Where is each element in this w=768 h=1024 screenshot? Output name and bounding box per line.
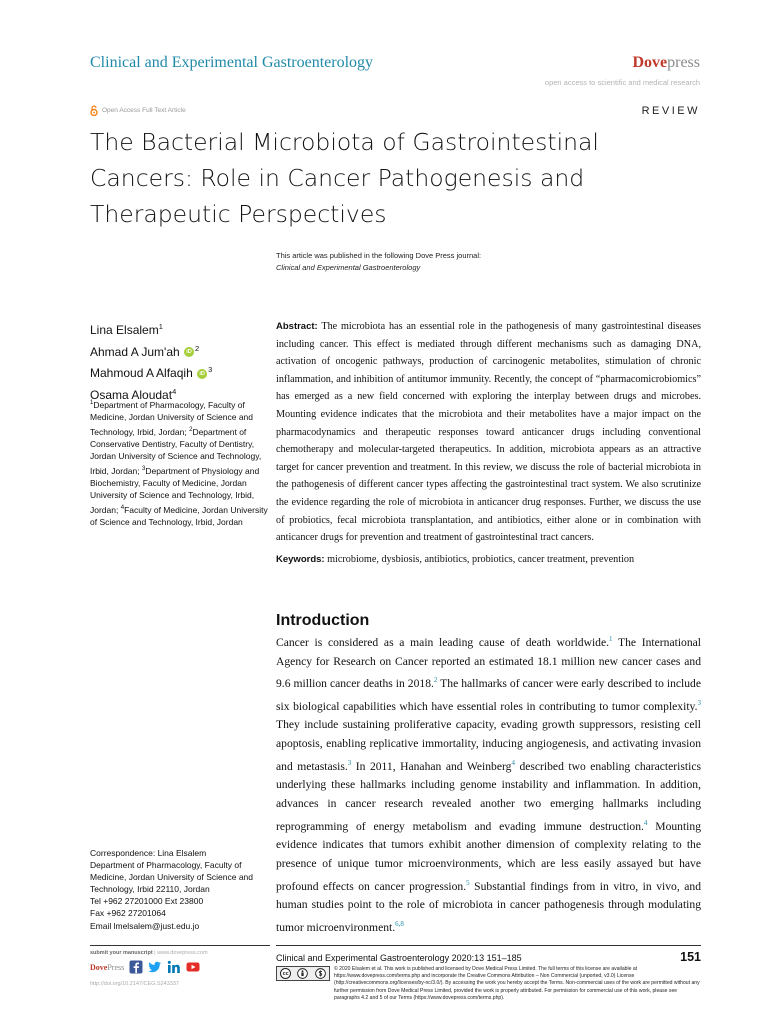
correspondence-fax: Fax +962 27201064 (90, 908, 166, 919)
pub-note-text: This article was published in the following Dove Press journal: (276, 251, 482, 260)
keywords (276, 554, 701, 565)
author-item[interactable]: Osama Aloudat$^4$ (90, 386, 177, 402)
correspondence (90, 847, 270, 932)
reference-link[interactable]: 1 (609, 635, 613, 643)
keywords-label: Keywords: (276, 554, 325, 565)
publication-note (276, 250, 481, 273)
footer-left (90, 950, 270, 987)
footer-dovepress-logo[interactable]: DovePress (90, 962, 125, 972)
license-text: © 2020 Elsalem et al. This work is published and licensed by Dove Medical Press Limited. The full terms of this license are available at https://www.dovepress.com/terms.php and incorporate the Creative Commons Attribution – Non Commercial (unported, v3.0) License (http://creativecommons.org/licenses/by-nc/3.0/). By accessing the work you hereby accept the Terms. Non-commercial uses of the work are permitted without any further permission from Dove Medical Press Limited, provided the work is properly attributed. For permission for commercial use of this work, please see paragraphs 4.2 and 5 of our Terms (https://www.dovepress.com/terms.php). (334, 966, 700, 1001)
reference-link[interactable]: 6,8 (395, 920, 404, 928)
facebook-icon[interactable] (129, 960, 143, 974)
citation: Clinical and Experimental Gastroenterology 2020:13 151–185 (276, 953, 522, 963)
reference-link[interactable]: 3 (697, 698, 701, 707)
footer-divider (90, 945, 270, 946)
introduction-body: Cancer is considered as a main leading cause of death worldwide.$^1$ The International Agency for Research on Cancer reported an estimated 18.1 million new cancer cases and 9.6 million cancer deaths in 2018.$^2$ The hallmarks of cancer were early described to include six biological capabilities which have essential roles in contributing to tumor complexity.$^3$ They include sustaining proliferative capacity, evading growth suppressors, resisting cell apoptosis, enabling replicative immortality, inducing angiogenesis, and activating invasion and metastasis.$^3$ In 2011, Hanahan and Weinberg$^4$ described two enabling characteristics underlying these hallmarks including genome instability and inflammation. In addition, advances in cancer research revealed another two emerging hallmarks including reprogramming of energy metabolism and evading immune destruction.$^4$ Mounting evidence indicates that tumors exhibit another dimension of complexity relating to the presence of unique tumor microenvironments, which are less easily assayed but have profound effects on cancer progression.$^5$ Substantial findings from in vitro, in vivo, and human studies point to the role of microbiota in cancer pathogenesis through modulating tumor microenvironment.$^{6,8}$ (276, 635, 702, 934)
keywords-text: microbiome, dysbiosis, antibiotics, probiotics, cancer treatment, prevention (327, 554, 635, 565)
orcid-icon[interactable]: iD (184, 347, 194, 357)
abstract-label: Abstract: (276, 321, 318, 332)
citation-row (276, 950, 701, 964)
introduction-heading: Introduction (276, 612, 370, 629)
correspondence-tel: Tel +962 27201000 Ext 23800 (90, 896, 204, 907)
submit-manuscript-link[interactable]: submit your manuscript | www.dovepress.com (90, 950, 208, 956)
abstract-text: The microbiota has an essential role in the pathogenesis of many gastrointestinal diseases including cancer. This effect is mediated through different mechanisms such as damaging DNA, activation of oncogenic pathways, production of carcinogenic metabolites, stimulation of chronic inflammation, and inhibition of antitumor immunity. Recently, the concept of “pharmacomicrobiomics” has emerged as a new field concerned with exploring the interplay between drugs and microbes. Mounting evidence indicates that the microbiota and their metabolites have a major impact on the pharmacodynamics and therapeutic responses toward anticancer drugs including conventional chemotherapy and molecular-targeted therapeutics. In addition, microbiota appears as an attractive target for cancer prevention and treatment. In this review, we discuss the role of bacterial microbiota in the pathogenesis of different cancer types affecting the gastrointestinal tract system. We also scrutinize the evidence regarding the role of microbiota in anticancer drug responses. Further, we discuss the use of probiotics, fecal microbiota transplantation, and antibiotics, either alone or in combination with anticancer drugs for prevention and treatment of gastrointestinal tract cancers. (276, 321, 701, 544)
reference-link[interactable]: 2 (433, 676, 438, 685)
open-access-label (90, 105, 186, 116)
reference-link[interactable]: 5 (466, 878, 470, 887)
youtube-icon[interactable] (186, 960, 200, 974)
footer-divider (276, 945, 701, 946)
author-item[interactable]: Ahmad A Jum'ah iD $^2$ (90, 343, 200, 359)
open-access-text: Open Access Full Text Article (102, 107, 186, 114)
license-block (276, 966, 701, 1002)
abstract (276, 318, 701, 547)
article-title: The Bacterial Microbiota of Gastrointestinal Cancers: Role in Cancer Pathogenesis and Therapeutic Perspectives (90, 128, 599, 228)
brand-name: Dovepress (632, 54, 700, 71)
orcid-icon[interactable]: iD (197, 369, 207, 379)
reference-link[interactable]: 4 (643, 818, 648, 827)
reference-link[interactable]: 4 (511, 758, 515, 767)
footer-brand-row (90, 960, 270, 974)
brand-tagline: open access to scientific and medical research (544, 78, 700, 87)
non-commercial-icon (315, 968, 326, 979)
correspondence-name: Correspondence: Lina Elsalem (90, 848, 207, 858)
twitter-icon[interactable] (148, 960, 162, 974)
dovepress-logo[interactable] (545, 54, 700, 87)
creative-commons-icon[interactable]: cc (276, 966, 330, 981)
article-type: REVIEW (641, 105, 700, 117)
doi-link[interactable]: http://doi.org/10.2147/CEG.S243337 (90, 981, 179, 987)
page-number: 151 (680, 950, 701, 964)
open-access-lock-icon (90, 105, 98, 116)
correspondence-address: Department of Pharmacology, Faculty of Medicine, Jordan University of Science and Technology, Irbid 22110, Jordan (90, 860, 253, 895)
attribution-icon (297, 968, 308, 979)
reference-link[interactable]: 3 (347, 758, 352, 767)
pub-note-journal[interactable]: Clinical and Experimental Gastroenterology (276, 262, 421, 272)
affiliations: $^1$Department of Pharmacology, Faculty of Medicine, Jordan University of Science and Technology, Irbid, Jordan; $^2$Department of Conservative Dentistry, Faculty of Dentistry, Jordan University of Science and Technology, Irbid, Jordan; $^3$Department of Physiology and Biochemistry, Faculty of Medicine, Jordan University of Science and Technology, Irbid, Jordan; $^4$Faculty of Medicine, Jordan University of Science and Technology, Irbid, Jordan (90, 399, 268, 527)
correspondence-email[interactable]: Email lmelsalem@just.edu.jo (90, 920, 200, 931)
journal-title[interactable]: Clinical and Experimental Gastroenterology (90, 54, 374, 71)
author-list (90, 318, 212, 404)
linkedin-icon[interactable] (167, 960, 181, 974)
author-item[interactable]: Lina Elsalem$^1$ (90, 322, 163, 337)
author-item[interactable]: Mahmoud A Alfaqih iD $^3$ (90, 365, 213, 380)
